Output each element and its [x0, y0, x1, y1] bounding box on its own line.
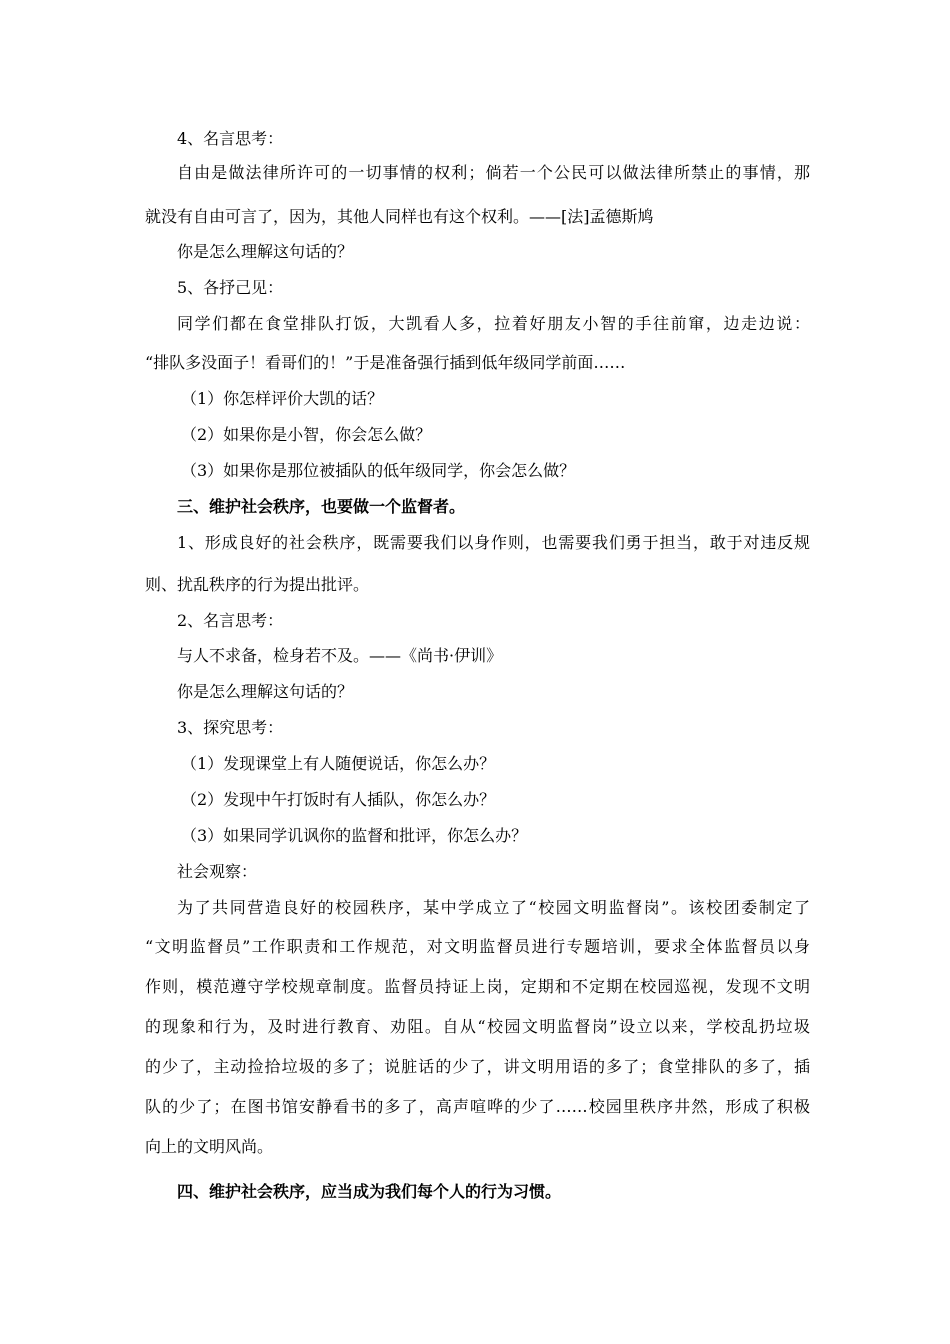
paragraph-line: “文明监督员”工作职责和工作规范，对文明监督员进行专题培训，要求全体监督员以身	[145, 937, 810, 956]
heading-quote-thinking-2: 2、名言思考：	[177, 611, 284, 630]
heading-social-observation: 社会观察：	[177, 862, 258, 881]
list-item: （3）如果同学讥讽你的监督和批评，你怎么办？	[181, 826, 528, 845]
question-line: 你是怎么理解这句话的？	[177, 242, 354, 261]
list-item: （2）如果你是小智，你会怎么做？	[181, 425, 432, 444]
paragraph-line: 为了共同营造良好的校园秩序，某中学成立了“校园文明监督岗”。该校团委制定了	[177, 898, 810, 917]
paragraph-line: 的少了，主动捡拾垃圾的多了；说脏话的少了，讲文明用语的多了；食堂排队的多了，插	[145, 1057, 810, 1076]
paragraph-line: 自由是做法律所许可的一切事情的权利；倘若一个公民可以做法律所禁止的事情，那	[177, 163, 810, 182]
list-item: （3）如果你是那位被插队的低年级同学，你会怎么做？	[181, 461, 576, 480]
paragraph-line: 作则，模范遵守学校规章制度。监督员持证上岗，定期和不定期在校园巡视，发现不文明	[145, 977, 810, 996]
paragraph-line: 1、形成良好的社会秩序，既需要我们以身作则，也需要我们勇于担当，敢于对违反规	[177, 533, 810, 552]
list-item: （1）你怎样评价大凯的话？	[181, 389, 384, 408]
section-heading-4: 四、维护社会秩序，应当成为我们每个人的行为习惯。	[177, 1182, 562, 1201]
paragraph-line: 的现象和行为，及时进行教育、劝阻。自从“校园文明监督岗”设立以来，学校乱扔垃圾	[145, 1017, 810, 1036]
paragraph-line: 队的少了；在图书馆安静看书的多了，高声喧哗的少了……校园里秩序井然，形成了积极	[145, 1097, 810, 1116]
list-item: （1）发现课堂上有人随便说话，你怎么办？	[181, 754, 496, 773]
heading-quote-thinking-4: 4、名言思考：	[177, 129, 284, 148]
quote-line: 与人不求备，检身若不及。——《尚书·伊训》	[177, 646, 503, 665]
heading-explore-3: 3、探究思考：	[177, 718, 284, 737]
paragraph-line: “排队多没面子！看哥们的！”于是准备强行插到低年级同学前面……	[145, 353, 626, 372]
paragraph-line: 就没有自由可言了，因为，其他人同样也有这个权利。——[法]孟德斯鸠	[145, 207, 654, 226]
paragraph-line: 同学们都在食堂排队打饭，大凯看人多，拉着好朋友小智的手往前窜，边走边说：	[177, 314, 810, 333]
list-item: （2）发现中午打饭时有人插队，你怎么办？	[181, 790, 496, 809]
question-line: 你是怎么理解这句话的？	[177, 682, 354, 701]
paragraph-line: 向上的文明风尚。	[145, 1137, 274, 1156]
section-heading-3: 三、维护社会秩序，也要做一个监督者。	[177, 497, 466, 516]
heading-opinions-5: 5、各抒己见：	[177, 278, 284, 297]
paragraph-line: 则、扰乱秩序的行为提出批评。	[145, 575, 370, 594]
